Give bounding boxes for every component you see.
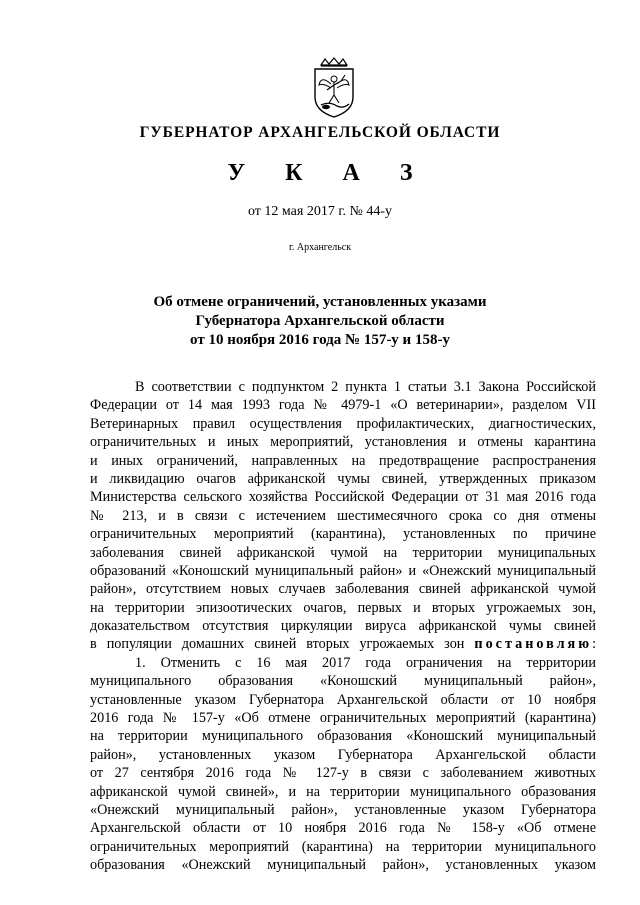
body-line: ограничительных мероприятий (карантина) на территории муниципального [90,838,596,855]
date-and-number: от 12 мая 2017 г. № 44-у [247,204,393,219]
body-line: 2016 года № 157-у «Об отмене ограничительных мероприятий (карантина) [90,710,596,727]
title-line: от 10 ноября 2016 года № 157-у и 158-у [190,332,450,348]
body-line: на территории муниципального образования «Коношский муниципальный [90,728,596,745]
body-line: В соответствии с подпунктом 2 пункта 1 статьи 3.1 Закона Российской [135,379,596,395]
body-line: доказательством отсутствия циркуляции вируса африканской чумы свиней [90,618,596,635]
body-line: от 27 сентября 2016 года № 127-у в связи с заболеванием животных [90,765,596,782]
body-line: и ликвидацию очагов африканской чумы свиней, утвержденных приказом [90,470,596,487]
decree-body [90,378,596,875]
arkhangelsk-coat-of-arms-icon [309,57,359,119]
body-line: Министерства сельского хозяйства Российской Федерации от 31 мая 2016 года [90,489,596,506]
document-type-heading: У К А З [227,160,430,186]
decree-title [0,293,640,350]
body-line: Ветеринарных правил осуществления профилактических, диагностических, [90,415,596,432]
body-line: и иных ограничений, направленных на предотвращение распространения [90,452,596,469]
decree-colon: : [592,636,596,653]
decree-keyword: постановляю [474,636,593,653]
body-line: заболевания свиней африканской чумой на территории муниципальных [90,544,596,561]
body-line: 1. Отменить с 16 мая 2017 года ограничения на территории [135,654,596,671]
body-line: Архангельской области от 10 ноября 2016 года № 158-у «Об отмене [90,820,596,837]
body-line-decree [90,635,596,653]
body-line: образований «Коношский муниципальный район» и «Онежский муниципальный [90,562,596,579]
body-line: ограничительных мероприятий (карантина), установленных по причине [90,526,596,543]
body-line: на территории эпизоотических очагов, первых и вторых угрожаемых зон, [90,599,596,616]
body-line: установленные указом Губернатора Архангельской области от 10 ноября [90,691,596,708]
body-line: № 213, и в связи с истечением шестимесячного срока со дня отмены [90,507,596,524]
place-of-issue: г. Архангельск [288,242,352,253]
body-line-prefix: в популяции домашних свиней вторых угрожаемых зон [90,636,465,653]
body-line: район», отсутствием новых случаев заболевания свиней африканской чумой [90,581,596,598]
title-line: Губернатора Архангельской области [195,313,445,329]
body-line: муниципального образования «Коношский муниципальный район», [90,673,596,690]
body-line: ограничительных и иных мероприятий, установления и отмены карантина [90,434,596,451]
body-line: район», установленных указом Губернатора Архангельской области [90,746,596,763]
body-line: «Онежский муниципальный район», установленные указом Губернатора [90,801,596,818]
body-line: образования «Онежский муниципальный район», установленных указом [90,857,596,874]
body-line: африканской чумой свиней», и на территории муниципального образования [90,783,596,800]
issuing-authority: ГУБЕРНАТОР АРХАНГЕЛЬСКОЙ ОБЛАСТИ [139,124,501,141]
title-line: Об отмене ограничений, установленных указами [153,294,487,310]
body-line: Федерации от 14 мая 1993 года № 4979-1 «О ветеринарии», разделом VII [90,397,596,414]
